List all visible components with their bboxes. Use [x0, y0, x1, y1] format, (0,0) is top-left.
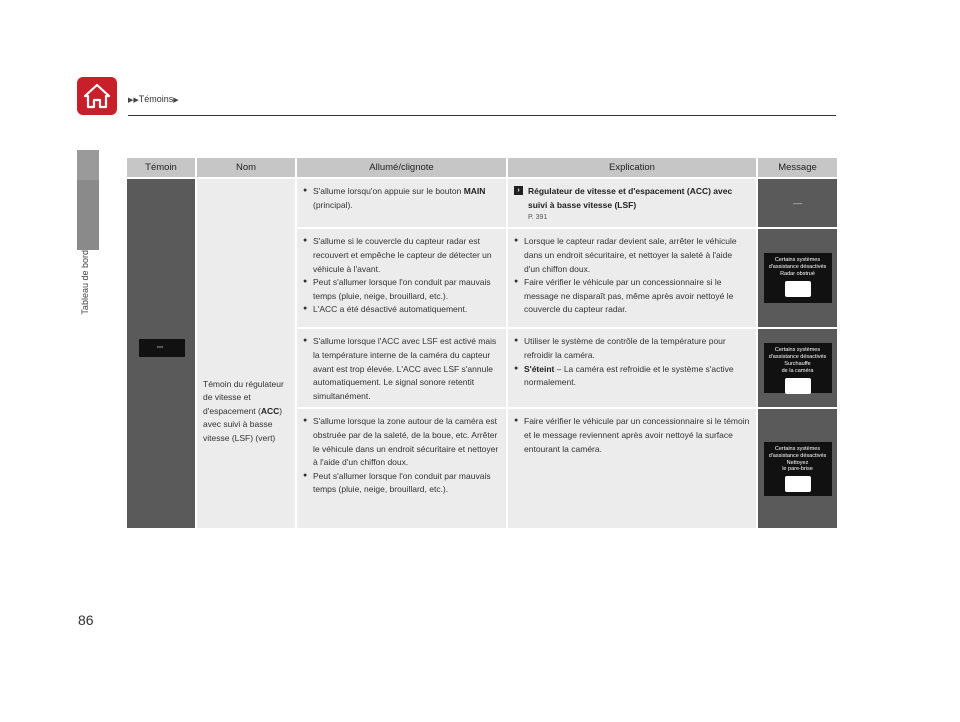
on-condition-cell	[296, 408, 507, 528]
message-cell	[757, 328, 837, 408]
indicator-table	[127, 158, 837, 528]
on-condition-cell	[296, 328, 507, 408]
message-cell	[757, 408, 837, 528]
windshield-camera-icon	[785, 476, 811, 492]
indicator-name: Témoin du régulateur de vitesse et d'espacement (ACC) avec suivi à basse vitesse (LSF) (vert)	[196, 178, 296, 528]
list-item: ● Peut s'allumer lorsque l'on conduit par mauvais temps (pluie, neige, brouillard, etc.).	[303, 470, 500, 497]
list-item: ● S'allume si le couvercle du capteur radar est recouvert et empêche le capteur de détecter un véhicule à l'avant.	[303, 235, 500, 276]
list-item: ● S'allume lorsque l'ACC avec LSF est activé mais la température interne de la caméra du capteur avant est trop élevée. L'ACC avec LSF s'annule automatiquement. Le signal sonore retentit simultanément.	[303, 335, 500, 403]
explanation-cell	[507, 178, 757, 228]
link-arrow-icon: ›	[514, 186, 523, 195]
column-header: Allumé/clignote	[296, 158, 507, 178]
explanation-cell	[507, 228, 757, 328]
header-rule	[128, 115, 836, 116]
message-display: Certains systèmes d'assistance désactivés Radar obstrué	[764, 253, 832, 303]
table-header-row	[127, 158, 837, 178]
message-display: Certains systèmes d'assistance désactivés Nettoyez le pare-brise	[764, 442, 832, 496]
list-item: ● Peut s'allumer lorsque l'on conduit par mauvais temps (pluie, neige, brouillard, etc.).	[303, 276, 500, 303]
on-condition-cell	[296, 178, 507, 228]
no-message: —	[793, 197, 802, 208]
explanation-cell	[507, 408, 757, 528]
indicator-icon-cell	[127, 178, 196, 528]
message-cell	[757, 178, 837, 228]
page-number: 86	[78, 612, 94, 628]
list-item: ● Utiliser le système de contrôle de la température pour refroidir la caméra.	[514, 335, 750, 362]
list-item: ● Faire vérifier le véhicule par un concessionnaire si le message ne disparaît pas, même après avoir nettoyé le couvercle du capteur radar.	[514, 276, 750, 317]
explanation-cell	[507, 328, 757, 408]
column-header: Explication	[507, 158, 757, 178]
breadcrumb-arrow-icon: ▶▶	[128, 97, 139, 104]
section-label: Tableau de bord	[80, 250, 90, 315]
camera-heat-icon	[785, 378, 811, 394]
home-icon	[83, 83, 111, 109]
list-item: ● L'ACC a été désactivé automatiquement.	[303, 303, 500, 317]
breadcrumb-arrow-icon: ▶	[173, 97, 179, 104]
message-cell	[757, 228, 837, 328]
radar-icon	[785, 281, 811, 297]
cross-reference-link[interactable]: › Régulateur de vitesse et d'espacement (ACC) avec suivi à basse vitesse (LSF) P. 391	[514, 185, 750, 223]
breadcrumb-label: Témoins	[138, 94, 174, 104]
home-button[interactable]	[77, 77, 117, 115]
on-condition-cell	[296, 228, 507, 328]
list-item: ● Faire vérifier le véhicule par un concessionnaire si le témoin et le message reviennent après avoir nettoyé la surface entourant la caméra.	[514, 415, 750, 456]
section-tab-highlight	[77, 150, 99, 180]
message-display: Certains systèmes d'assistance désactivés Surchauffe de la caméra	[764, 343, 832, 393]
breadcrumb[interactable]	[128, 94, 179, 104]
list-item: ● Lorsque le capteur radar devient sale, arrêter le véhicule dans un endroit sécuritaire, et nettoyer la saleté à l'aide d'un chiffon doux.	[514, 235, 750, 276]
column-header: Nom	[196, 158, 296, 178]
list-item: ● S'allume lorsqu'on appuie sur le bouton MAIN (principal).	[303, 185, 500, 212]
column-header: Message	[757, 158, 837, 178]
list-item: ● S'allume lorsque la zone autour de la caméra est obstruée par de la saleté, de la boue, etc. Arrêter le véhicule dans un endroit sécuritaire et nettoyer à l'aide d'un chiffon doux.	[303, 415, 500, 469]
acc-indicator-icon	[139, 339, 185, 357]
column-header: Témoin	[127, 158, 196, 178]
table-row	[127, 178, 837, 228]
list-item: ● S'éteint – La caméra est refroidie et le système s'active normalement.	[514, 363, 750, 390]
